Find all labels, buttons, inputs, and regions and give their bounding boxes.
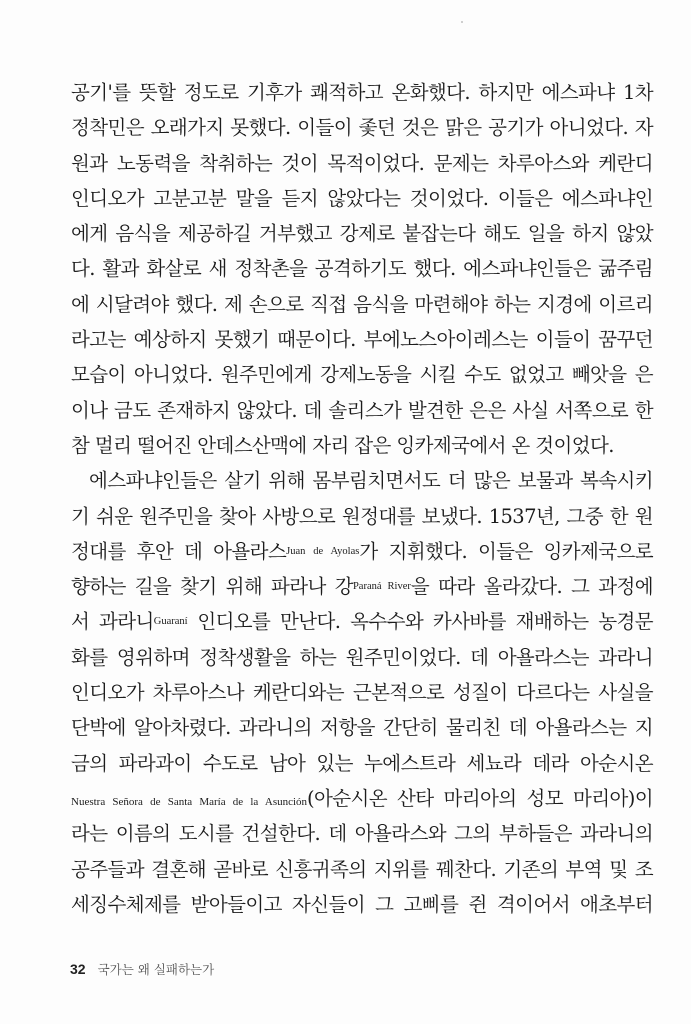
text-line: 공주들과 결혼해 곧바로 신흥귀족의 지위를 꿰찬다. 기존의 부역 및 조 — [71, 857, 653, 881]
latin-gloss: Guaraní — [153, 616, 188, 628]
latin-gloss: Paraná River — [352, 581, 411, 593]
korean-text: 향하는 길을 찾기 위해 파라나 강 — [71, 575, 353, 599]
body-text — [71, 78, 653, 925]
latin-gloss: Nuestra Señora de Santa María de la Asunción — [71, 795, 308, 808]
text-line: 인디오가 고분고분 말을 듣지 않았다는 것이었다. 이들은 에스파냐인 — [71, 186, 653, 210]
page-number: 32 — [70, 961, 86, 977]
text-line: 참 멀리 떨어진 안데스산맥에 자리 잡은 잉카제국에서 온 것이었다. — [71, 433, 614, 457]
text-line: 원과 노동력을 착취하는 것이 목적이었다. 문제는 차루아스와 케란디 — [71, 151, 653, 175]
korean-text: 서 과라니 — [71, 610, 154, 634]
paragraph-1 — [71, 78, 653, 466]
text-line: 정착민은 오래가지 못했다. 이들이 좇던 것은 맑은 공기가 아니었다. 자 — [71, 116, 653, 140]
text-line: 인디오가 차루아스나 케란디와는 근본적으로 성질이 다르다는 사실을 — [71, 681, 653, 705]
text-line: 라고는 예상하지 못했기 때문이다. 부에노스아이레스는 이들이 꿈꾸던 — [71, 328, 653, 352]
text-line: 이나 금도 존재하지 않았다. 데 솔리스가 발견한 은은 사실 서쪽으로 한 — [71, 398, 653, 422]
text-line: 에 시달려야 했다. 제 손으로 직접 음식을 마련해야 하는 지경에 이르리 — [71, 292, 653, 316]
text-line: 화를 영위하며 정착생활을 하는 원주민이었다. 데 아욜라스는 과라니 — [71, 645, 653, 669]
text-line: 공기'를 뜻할 정도로 기후가 쾌적하고 온화했다. 하지만 에스파냐 1차 — [71, 81, 653, 104]
text-line — [71, 784, 653, 819]
text-line: 모습이 아니었다. 원주민에게 강제노동을 시킬 수도 없었고 빼앗을 은 — [71, 363, 653, 387]
paragraph-2 — [71, 466, 653, 925]
korean-text: 가 지휘했다. 이들은 잉카제국으로 — [359, 539, 653, 563]
text-line: 금의 파라과이 수도로 남아 있는 누에스트라 세뇨라 데라 아순시온 — [71, 751, 653, 775]
korean-text: (아순시온 산타 마리아의 성모 마리아)이 — [307, 786, 654, 810]
text-line: 라는 이름의 도시를 건설한다. 데 아욜라스와 그의 부하들은 과라니의 — [71, 822, 653, 846]
korean-text: 을 따라 올라갔다. 그 과정에 — [410, 575, 653, 599]
text-line — [71, 572, 653, 607]
text-line: 다. 활과 화살로 새 정착촌을 공격하기도 했다. 에스파냐인들은 굶주림 — [71, 257, 653, 281]
scan-speck — [461, 21, 463, 23]
korean-text: 정대를 후안 데 아욜라스 — [71, 539, 287, 563]
page-footer — [70, 960, 214, 978]
text-line — [71, 607, 653, 642]
running-title: 국가는 왜 실패하는가 — [97, 962, 215, 977]
text-line: 기 쉬운 원주민을 찾아 사방으로 원정대를 보냈다. 1537년, 그중 한 원 — [71, 504, 653, 528]
text-line — [71, 537, 653, 572]
text-line: 단박에 알아차렸다. 과라니의 저항을 간단히 물리친 데 아욜라스는 지 — [71, 716, 653, 740]
latin-gloss: Juan de Ayolas — [286, 545, 360, 557]
text-line: 에게 음식을 제공하길 거부했고 강제로 붙잡는다 해도 일을 하지 않았 — [71, 222, 653, 246]
text-line: 세징수체제를 받아들이고 자신들이 그 고삐를 쥔 격이어서 애초부터 — [71, 892, 653, 916]
text-line: 에스파냐인들은 살기 위해 몸부림치면서도 더 많은 보물과 복속시키 — [89, 469, 653, 493]
korean-text: 인디오를 만난다. 옥수수와 카사바를 재배하는 농경문 — [187, 610, 654, 634]
